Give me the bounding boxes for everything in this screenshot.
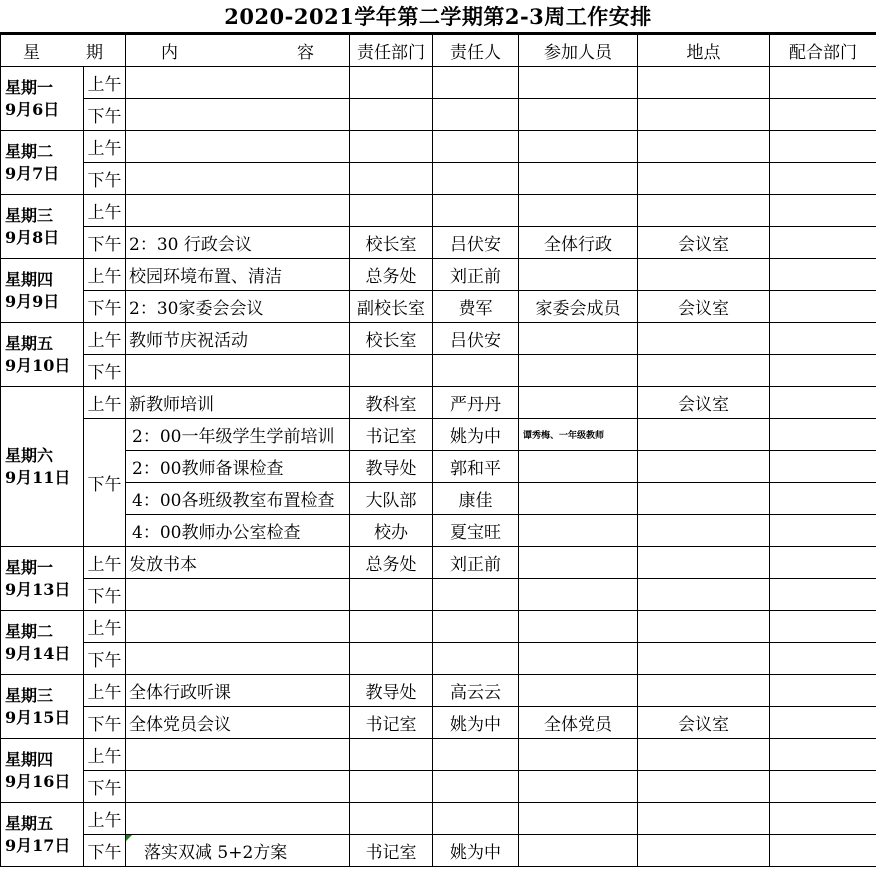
person-cell: 姚为中 <box>433 835 519 867</box>
pm-label: 下午 <box>84 419 126 547</box>
pm-label: 下午 <box>84 643 126 675</box>
header-content: 内 容 <box>126 35 350 67</box>
am-label: 上午 <box>84 323 126 355</box>
table-row <box>1 163 876 195</box>
content-cell: 全体党员会议 <box>126 707 350 739</box>
pm-label: 下午 <box>84 355 126 387</box>
dept-cell: 书记室 <box>350 707 433 739</box>
dept-cell: 书记室 <box>350 419 433 451</box>
content-cell: 校园环境布置、清洁 <box>126 259 350 291</box>
dept-cell: 校长室 <box>350 323 433 355</box>
day-cell: 星期五 9月10日 <box>1 323 84 387</box>
schedule-table <box>0 34 876 867</box>
header-participants: 参加人员 <box>519 35 638 67</box>
comment-marker-icon <box>126 835 132 841</box>
content-cell: 2：00一年级学生学前培训 <box>126 419 350 451</box>
person-cell: 姚为中 <box>433 419 519 451</box>
am-label: 上午 <box>84 259 126 291</box>
table-row <box>1 227 876 259</box>
am-label: 上午 <box>84 675 126 707</box>
participants-cell: 全体行政 <box>519 227 638 259</box>
dept-cell: 总务处 <box>350 259 433 291</box>
pm-label: 下午 <box>84 227 126 259</box>
am-label: 上午 <box>84 803 126 835</box>
table-row <box>1 131 876 163</box>
dept-cell: 校办 <box>350 515 433 547</box>
table-row <box>1 835 876 867</box>
table-row <box>1 707 876 739</box>
dept-cell: 副校长室 <box>350 291 433 323</box>
table-row <box>1 419 876 451</box>
am-label: 上午 <box>84 67 126 99</box>
location-cell: 会议室 <box>638 227 770 259</box>
day-cell: 星期四 9月9日 <box>1 259 84 323</box>
content-cell: 2：30 行政会议 <box>126 227 350 259</box>
person-cell: 刘正前 <box>433 547 519 579</box>
person-cell: 费军 <box>433 291 519 323</box>
location-cell: 会议室 <box>638 707 770 739</box>
dept-cell: 书记室 <box>350 835 433 867</box>
table-row <box>1 771 876 803</box>
table-row <box>1 323 876 355</box>
am-label: 上午 <box>84 611 126 643</box>
am-label: 上午 <box>84 195 126 227</box>
table-row <box>1 195 876 227</box>
content-cell: 落实双减 5+2方案 <box>126 835 350 867</box>
dept-cell: 教导处 <box>350 675 433 707</box>
day-cell: 星期四 9月16日 <box>1 739 84 803</box>
participants-cell: 家委会成员 <box>519 291 638 323</box>
dept-cell: 教导处 <box>350 451 433 483</box>
dept-cell: 总务处 <box>350 547 433 579</box>
content-cell: 发放书本 <box>126 547 350 579</box>
dept-cell: 校长室 <box>350 227 433 259</box>
person-cell: 吕伏安 <box>433 227 519 259</box>
dept-cell: 教科室 <box>350 387 433 419</box>
content-cell: 全体行政听课 <box>126 675 350 707</box>
table-row <box>1 483 876 515</box>
location-cell: 会议室 <box>638 291 770 323</box>
table-row <box>1 291 876 323</box>
content-cell: 2：30家委会会议 <box>126 291 350 323</box>
day-cell: 星期一 9月13日 <box>1 547 84 611</box>
table-row <box>1 675 876 707</box>
person-cell: 姚为中 <box>433 707 519 739</box>
day-cell: 星期三 9月8日 <box>1 195 84 259</box>
day-cell: 星期二 9月14日 <box>1 611 84 675</box>
table-row <box>1 803 876 835</box>
participants-cell: 全体党员 <box>519 707 638 739</box>
day-cell: 星期一 9月6日 <box>1 67 84 131</box>
page-title: 2020-2021学年第二学期第2-3周工作安排 <box>0 0 876 34</box>
content-cell: 4：00教师办公室检查 <box>126 515 350 547</box>
table-row <box>1 611 876 643</box>
am-label: 上午 <box>84 387 126 419</box>
content-cell: 新教师培训 <box>126 387 350 419</box>
table-row <box>1 259 876 291</box>
table-row <box>1 67 876 99</box>
day-cell: 星期六 9月11日 <box>1 387 84 547</box>
day-cell: 星期二 9月7日 <box>1 131 84 195</box>
table-row <box>1 547 876 579</box>
header-row <box>1 35 876 67</box>
am-label: 上午 <box>84 547 126 579</box>
header-person: 责任人 <box>433 35 519 67</box>
day-cell: 星期五 9月17日 <box>1 803 84 867</box>
am-label: 上午 <box>84 131 126 163</box>
person-cell: 高云云 <box>433 675 519 707</box>
table-row <box>1 99 876 131</box>
pm-label: 下午 <box>84 163 126 195</box>
header-weekday: 星 期 <box>1 35 126 67</box>
am-label: 上午 <box>84 739 126 771</box>
header-cooperate: 配合部门 <box>770 35 876 67</box>
person-cell: 郭和平 <box>433 451 519 483</box>
pm-label: 下午 <box>84 579 126 611</box>
person-cell: 严丹丹 <box>433 387 519 419</box>
pm-label: 下午 <box>84 771 126 803</box>
header-department: 责任部门 <box>350 35 433 67</box>
location-cell: 会议室 <box>638 387 770 419</box>
person-cell: 吕伏安 <box>433 323 519 355</box>
pm-label: 下午 <box>84 707 126 739</box>
table-row <box>1 355 876 387</box>
content-cell: 教师节庆祝活动 <box>126 323 350 355</box>
table-row <box>1 643 876 675</box>
table-row <box>1 579 876 611</box>
person-cell: 夏宝旺 <box>433 515 519 547</box>
table-row <box>1 387 876 419</box>
pm-label: 下午 <box>84 291 126 323</box>
content-cell: 4：00各班级教室布置检查 <box>126 483 350 515</box>
day-cell: 星期三 9月15日 <box>1 675 84 739</box>
header-location: 地点 <box>638 35 770 67</box>
table-row <box>1 451 876 483</box>
content-cell: 2：00教师备课检查 <box>126 451 350 483</box>
pm-label: 下午 <box>84 835 126 867</box>
table-row <box>1 515 876 547</box>
pm-label: 下午 <box>84 99 126 131</box>
dept-cell: 大队部 <box>350 483 433 515</box>
person-cell: 刘正前 <box>433 259 519 291</box>
person-cell: 康佳 <box>433 483 519 515</box>
participants-cell: 谭秀梅、一年级教师 <box>519 419 638 451</box>
table-row <box>1 739 876 771</box>
